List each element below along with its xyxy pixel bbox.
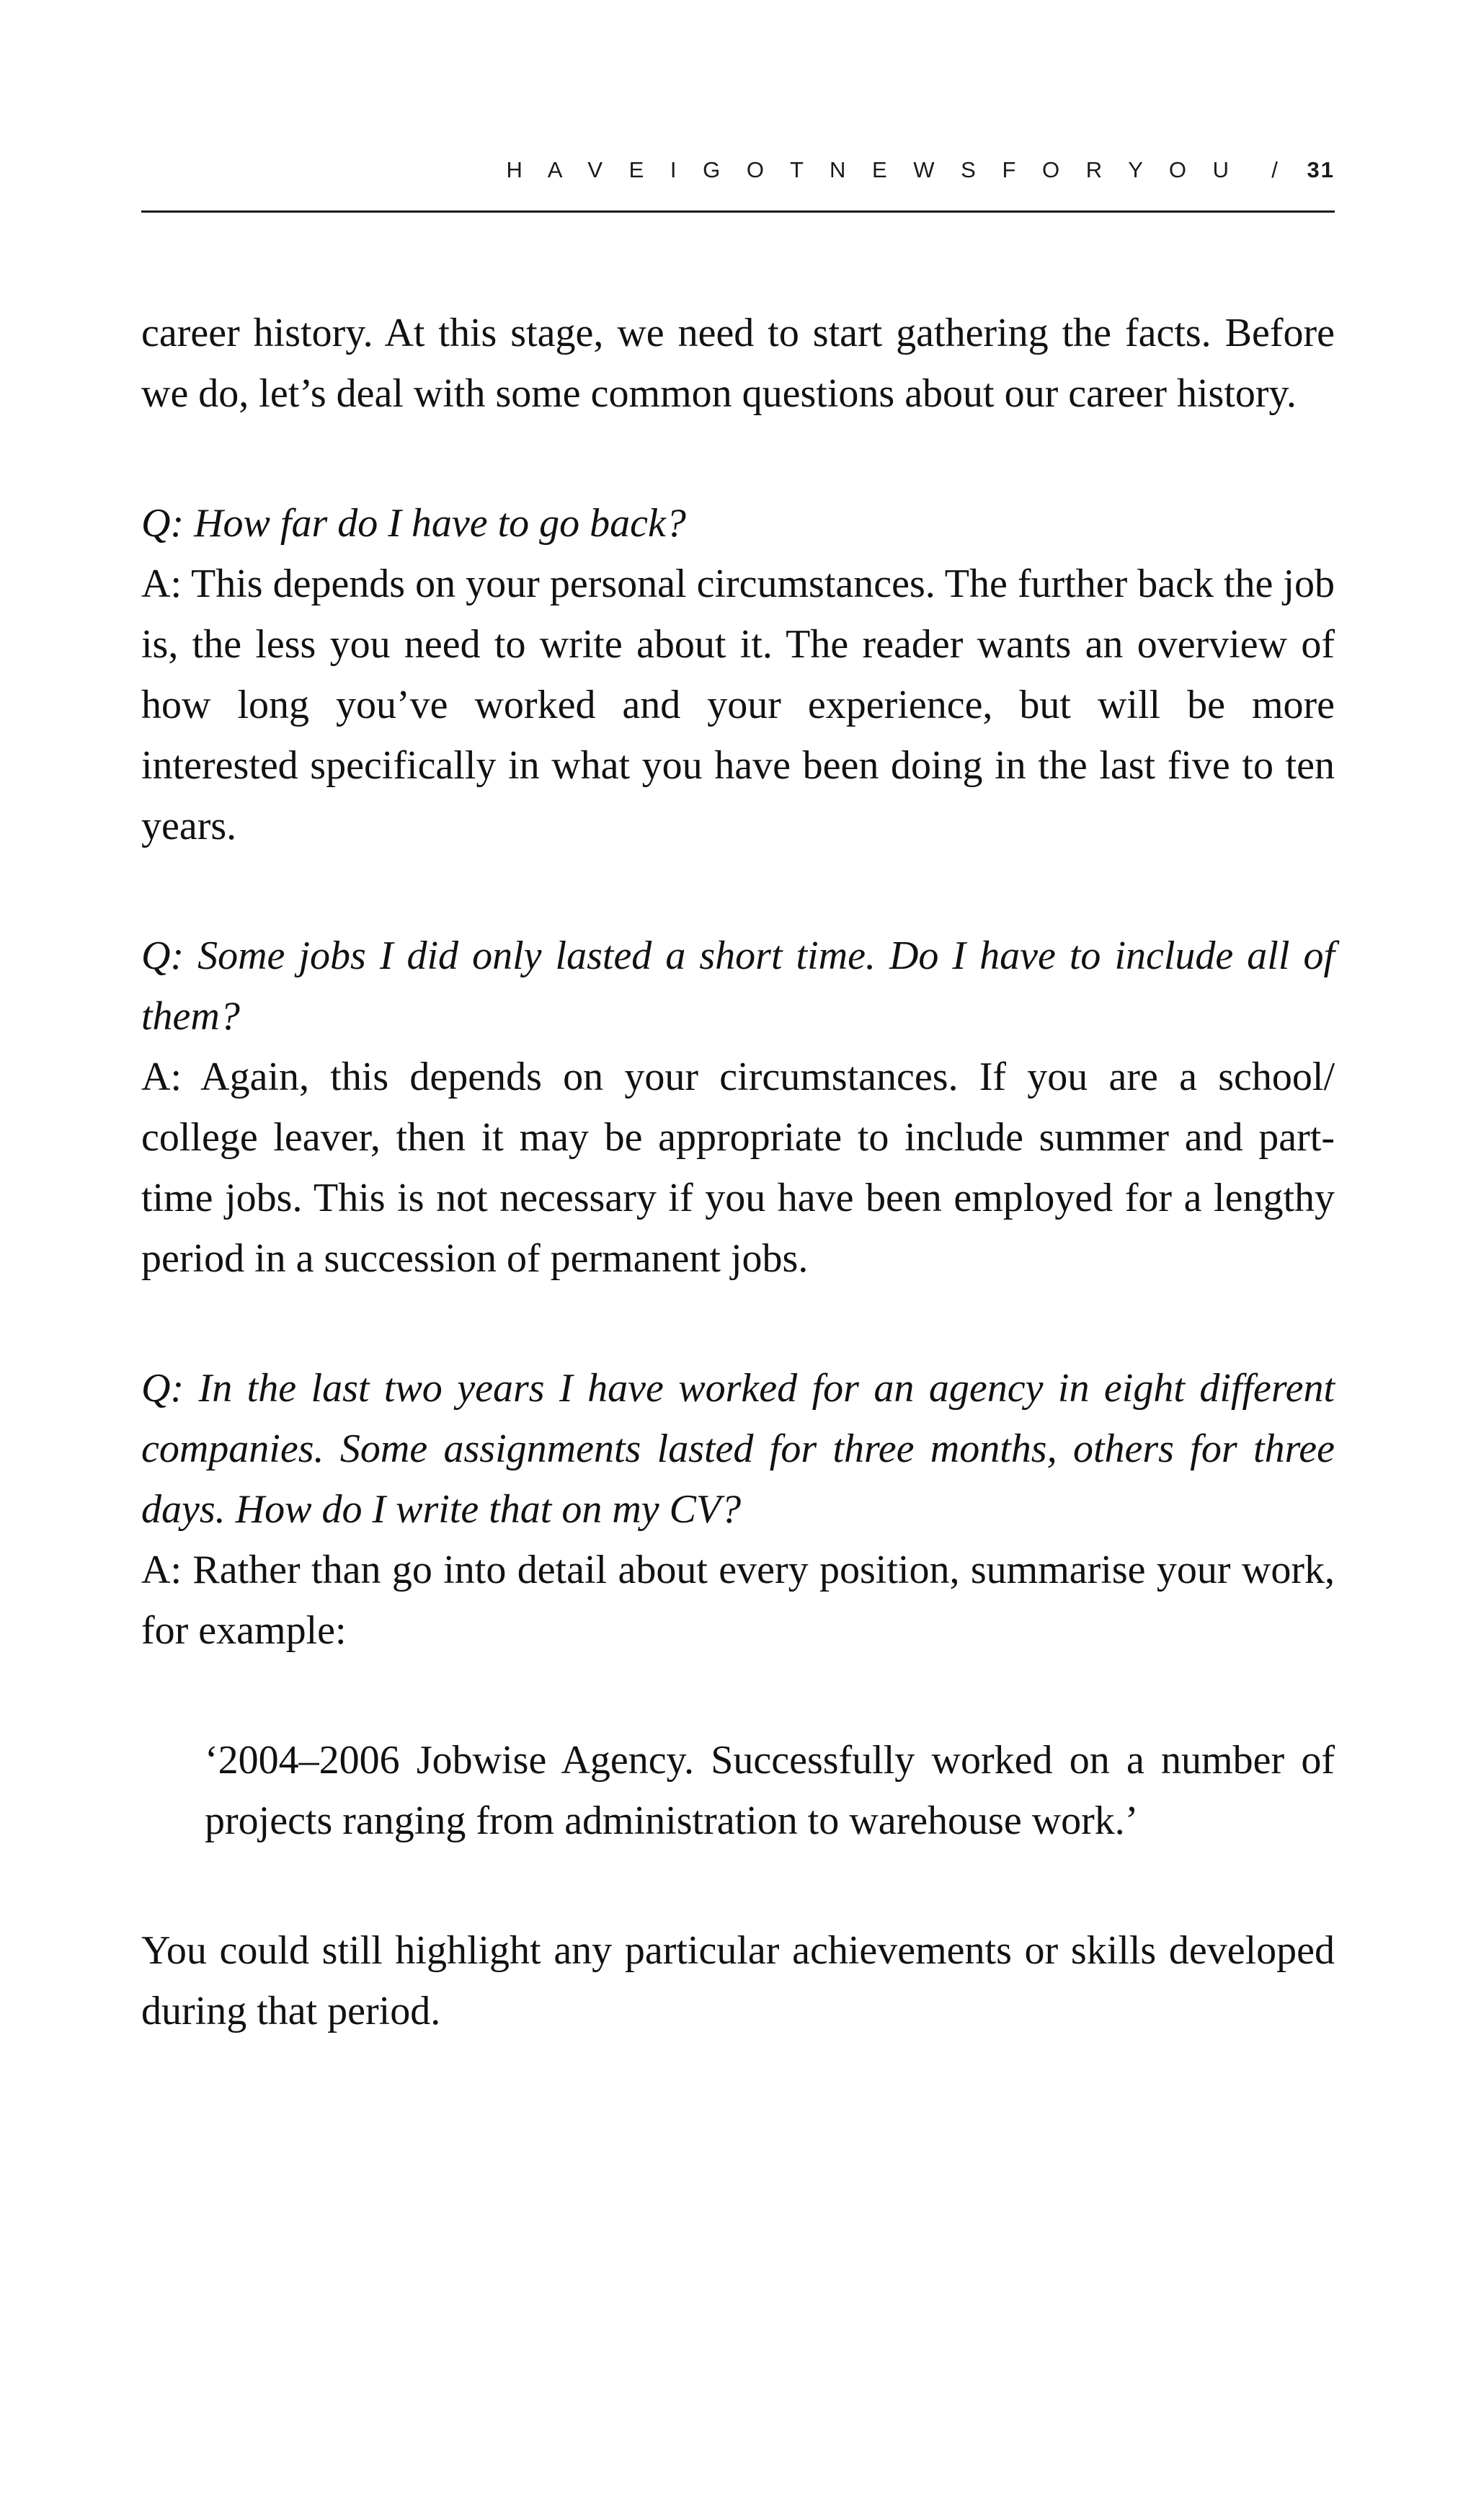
question-2: Q: Some jobs I did only lasted a short time. Do I have to include all of them? bbox=[141, 933, 1335, 1039]
page-number: 31 bbox=[1307, 157, 1335, 182]
answer-2: A: Again, this depends on your circumstances. If you are a school/ college leaver, then it may be appropriate to include summer and part-time jobs. This is not necessary if you have been employed for a lengthy period in a succession of permanent jobs. bbox=[141, 1055, 1335, 1281]
answer-1: A: This depends on your personal circumstances. The further back the job is, the less you need to write about it. The reader wants an overview of how long you’ve worked and your experience, but will be more interested specifically in what you have been doing in the last five to ten years. bbox=[141, 562, 1335, 848]
closing-paragraph: You could still highlight any particular achievements or skills developed during that period. bbox=[141, 1928, 1335, 2033]
question-1: Q: How far do I have to go back? bbox=[141, 501, 686, 546]
page-body bbox=[141, 303, 1335, 2041]
answer-3: A: Rather than go into detail about every position, summarise your work, for example: bbox=[141, 1548, 1335, 1653]
example-quote: ‘2004–2006 Jobwise Agency. Successfully worked on a number of projects ranging from administration to warehouse work.’ bbox=[205, 1738, 1335, 1843]
question-3: Q: In the last two years I have worked for an agency in eight different companies. Some assignments lasted for three months, others for three days. How do I write that on my CV? bbox=[141, 1366, 1335, 1532]
intro-paragraph: career history. At this stage, we need to start gathering the facts. Before we do, let’s deal with some common questions about our career history. bbox=[141, 311, 1335, 416]
running-head bbox=[141, 157, 1335, 200]
running-head-separator: / bbox=[1271, 157, 1288, 182]
running-head-title: H A V E I G O T N E W S F O R Y O U bbox=[506, 157, 1240, 182]
header-rule bbox=[141, 210, 1335, 213]
